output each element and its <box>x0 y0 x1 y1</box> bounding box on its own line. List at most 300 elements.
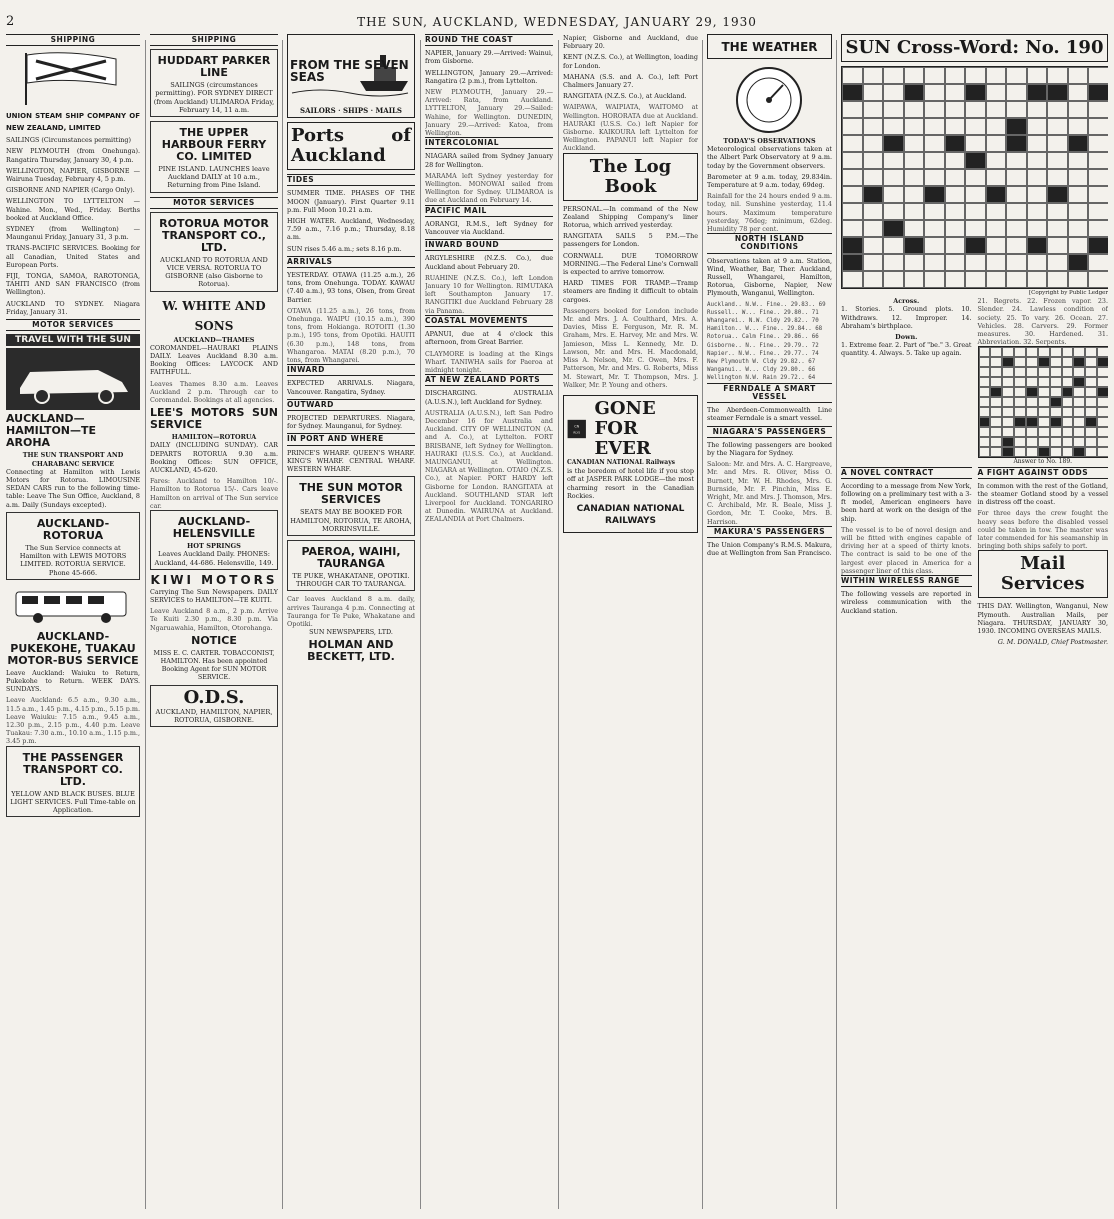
crossword-cell <box>1002 447 1014 457</box>
timetable-filler: Leave Auckland: 6.5 a.m., 9.30 a.m., 11.5 a.m., 1.45 p.m., 4.15 p.m., 5.15 p.m. Leave Waiuku: 7.15 a.m., 9.45 a.m., 12.30 p.m., 2.15 p.m., 4.40 p.m. Leave Tuakau: 7.30 a.m., 10.10 a.m., 1.15 p.m., 3.45 p.m. <box>6 696 140 746</box>
crossword-cell[interactable] <box>883 271 904 288</box>
crossword-cell <box>1026 447 1038 457</box>
crossword-cell[interactable] <box>965 135 986 152</box>
crossword-cell[interactable] <box>924 186 945 203</box>
crossword-cell[interactable] <box>1068 186 1089 203</box>
crossword-cell[interactable] <box>863 203 884 220</box>
crossword-cell[interactable] <box>986 169 1007 186</box>
ad-logo-text: CANADIAN NATIONAL Railways <box>567 458 676 466</box>
crossword-cell[interactable] <box>883 152 904 169</box>
crossword-cell[interactable] <box>1027 254 1048 271</box>
crossword-cell <box>1073 347 1085 357</box>
crossword-cell <box>1014 397 1026 407</box>
log-para: HARD TIMES FOR TRAMP.—Tramp steamers are finding it difficult to obtain cargoes. <box>563 279 698 304</box>
ad-body: SAILINGS (circumstances permitting). FOR SYDNEY DIRECT (from Auckland) ULIMAROA Friday, February 14, 11 a.m. <box>153 81 275 114</box>
crossword-cell[interactable] <box>965 220 986 237</box>
crossword-cell[interactable] <box>842 254 863 271</box>
crossword-cell[interactable] <box>1047 271 1068 288</box>
crossword-cell[interactable] <box>883 135 904 152</box>
section-heading: SHIPPING <box>6 34 140 46</box>
crossword-grid[interactable] <box>841 66 1108 289</box>
crossword-cell[interactable] <box>924 84 945 101</box>
ad-huddart-parker <box>150 49 278 117</box>
crossword-cell <box>1026 427 1038 437</box>
sailing-line: WELLINGTON, NAPIER, GISBORNE — Wairuna Tuesday, February 4, 5 p.m. <box>6 166 140 184</box>
crossword-cell[interactable] <box>1088 101 1108 118</box>
crossword-cell[interactable] <box>1027 84 1048 101</box>
crossword-cell[interactable] <box>965 271 986 288</box>
crossword-cell[interactable] <box>883 84 904 101</box>
ad-heading: ROTORUA MOTOR TRANSPORT CO., LTD. <box>159 216 269 254</box>
crossword-cell[interactable] <box>1088 169 1108 186</box>
crossword-cell[interactable] <box>1006 203 1027 220</box>
ad-heading: AUCKLAND-PUKEKOHE, TUAKAU MOTOR-BUS SERVICE <box>7 629 139 667</box>
crossword-cell[interactable] <box>986 254 1007 271</box>
page-number: 2 <box>6 14 15 29</box>
crossword-cell[interactable] <box>965 84 986 101</box>
crossword-cell[interactable] <box>965 203 986 220</box>
crossword-cell[interactable] <box>1047 152 1068 169</box>
crossword-cell <box>1014 437 1026 447</box>
crossword-cell <box>1062 367 1074 377</box>
crossword-cell <box>1062 417 1074 427</box>
crossword-cell <box>1002 407 1014 417</box>
crossword-cell <box>1085 447 1097 457</box>
crossword-cell[interactable] <box>965 152 986 169</box>
ad-heading: THE PASSENGER TRANSPORT CO. LTD. <box>22 750 124 788</box>
crossword-cell[interactable] <box>863 101 884 118</box>
crossword-cell[interactable] <box>1006 220 1027 237</box>
crossword-cell[interactable] <box>1047 135 1068 152</box>
crossword-cell[interactable] <box>842 152 863 169</box>
crossword-cell[interactable] <box>883 169 904 186</box>
crossword-cell[interactable] <box>986 203 1007 220</box>
crossword-cell[interactable] <box>1068 152 1089 169</box>
crossword-cell[interactable] <box>1047 169 1068 186</box>
crossword-cell[interactable] <box>986 186 1007 203</box>
crossword-cell <box>1097 417 1108 427</box>
crossword-cell[interactable] <box>842 135 863 152</box>
crossword-cell[interactable] <box>842 101 863 118</box>
ad-rotorua-motor <box>150 212 278 292</box>
ad-heading: W. WHITE AND SONS <box>162 298 266 333</box>
crossword-cell[interactable] <box>1088 84 1108 101</box>
section-heading: IN PORT AND WHERE <box>287 433 415 445</box>
news-filler: CLAYMORE is loading at the Kings Wharf. TANIWHA sails for Paeroa at midnight tonight. <box>425 349 553 374</box>
crossword-cell[interactable] <box>1006 152 1027 169</box>
crossword-cell[interactable] <box>986 84 1007 101</box>
crossword-cell[interactable] <box>1068 271 1089 288</box>
conditions-table: Auckland.. N.W.. Fine.. 29.83.. 69 Russell.. W... Fine.. 29.80.. 71 Whangarei.. N.W. Cldy 29.82.. 70 Hamilton.. W... Fine.. 29.84.. 68 Rotorua.. Calm Fine.. 29.86.. 66 Gisborne.. N.. Fine.. 29.79.. 72 Napier.. N.W.. Fine.. 29.77.. 74 New Plymouth W. Cldy 29.82.. 67 Wanganui.. W... Cldy 29.80.. 66 Wellington N.W. Rain 29.72.. 64 <box>707 301 826 382</box>
ad-subheading: HAMILTON—ROTORUA <box>171 433 257 442</box>
crossword-cell <box>1085 387 1097 397</box>
crossword-cell <box>1073 437 1085 447</box>
crossword-cell[interactable] <box>1006 84 1027 101</box>
crossword-cell[interactable] <box>1088 186 1108 203</box>
crossword-cell[interactable] <box>1088 220 1108 237</box>
crossword-cell <box>1062 427 1074 437</box>
column-rule <box>420 40 421 1209</box>
crossword-cell[interactable] <box>1027 135 1048 152</box>
crossword-cell[interactable] <box>883 186 904 203</box>
news-filler: WAIPAWA, WAIPIATA, WAITOMO at Wellington. HORORATA due at Auckland. HAURAKI (U.S.S. Co.) left Napier for Gisborne. KAIKOURA left Lyttelton for Wellington. PAPANUI left Napier for Auckland. <box>563 103 698 153</box>
crossword-cell[interactable] <box>1088 254 1108 271</box>
crossword-cell <box>979 437 991 447</box>
crossword-cell[interactable] <box>945 220 966 237</box>
crossword-cell <box>1097 397 1108 407</box>
crossword-cell <box>1097 367 1108 377</box>
crossword-cell[interactable] <box>924 203 945 220</box>
crossword-cell[interactable] <box>1088 203 1108 220</box>
crossword-cell[interactable] <box>945 169 966 186</box>
crossword-cell[interactable] <box>1006 67 1027 84</box>
crossword-cell[interactable] <box>965 186 986 203</box>
crossword-cell[interactable] <box>904 169 925 186</box>
crossword-cell[interactable] <box>863 271 884 288</box>
passenger-filler: Saloon: Mr. and Mrs. A. C. Hargreave, Mr. and Mrs. R. Oliver, Miss O. Burnett, Mr. W. H. Rhodes, Mrs. G. Burnside, Mr. F. Pinchin, Miss E. Wright, Mr. and Mrs. J. Thomson, Mrs. C. Archibald, Mr. R. Beale, Miss J. Gordon, Mr. T. Cooke, Mrs. B. Harrison. <box>707 460 832 526</box>
crossword-cell[interactable] <box>1068 135 1089 152</box>
crossword-cell <box>1002 417 1014 427</box>
crossword-cell <box>1050 387 1062 397</box>
crossword-cell <box>990 427 1002 437</box>
crossword-cell[interactable] <box>1006 237 1027 254</box>
crossword-cell[interactable] <box>883 237 904 254</box>
crossword-cell[interactable] <box>1088 67 1108 84</box>
ad-helensville <box>150 510 278 570</box>
section-heading: FERNDALE A SMART VESSEL <box>707 383 832 403</box>
crossword-cell[interactable] <box>904 186 925 203</box>
crossword-cell[interactable] <box>1027 237 1048 254</box>
crossword-cell[interactable] <box>842 118 863 135</box>
crossword-title-box <box>841 34 1108 62</box>
crossword-cell[interactable] <box>1006 101 1027 118</box>
sailing-line: SAILINGS (Circumstances permitting) <box>6 136 131 145</box>
crossword-cell[interactable] <box>1047 254 1068 271</box>
outward-body: PROJECTED DEPARTURES. Niagara, for Sydney. Maunganui, for Sydney. <box>287 414 415 431</box>
crossword-cell <box>1026 367 1038 377</box>
crossword-cell[interactable] <box>986 237 1007 254</box>
column-shipping-motor <box>150 34 278 1211</box>
sailing-line: NEW PLYMOUTH (from Onehunga). Rangatira Thursday, January 30, 4 p.m. <box>6 147 140 164</box>
crossword-cell[interactable] <box>1006 118 1027 135</box>
section-heading: A NOVEL CONTRACT <box>841 467 972 479</box>
news-para: The following vessels are reported in wireless communication with the Auckland station. <box>841 590 972 615</box>
crossword-cell[interactable] <box>945 237 966 254</box>
inport-body: PRINCE'S WHARF. QUEEN'S WHARF. KING'S WHARF. CENTRAL WHARF. WESTERN WHARF. <box>287 448 415 474</box>
arrivals-filler: OTAWA (11.25 a.m.), 26 tons, from Onehunga. WAIPU (10.15 a.m.), 390 tons, from Hokianga. ROTOITI (1.30 p.m.), 195 tons, from Opotiki. HAUITI (6.30 p.m.), 148 tons, from Whangaroa. MATAI (8.20 p.m.), 70 tons, from Whangarei. <box>287 306 415 365</box>
crossword-cell[interactable] <box>965 237 986 254</box>
crossword-cell[interactable] <box>986 271 1007 288</box>
crossword-cell[interactable] <box>1068 67 1089 84</box>
crossword-cell[interactable] <box>945 67 966 84</box>
crossword-cell[interactable] <box>945 135 966 152</box>
news-para: The following passengers are booked by the Niagara for Sydney. <box>707 440 832 457</box>
crossword-cell[interactable] <box>883 67 904 84</box>
crossword-cell[interactable] <box>1027 186 1048 203</box>
crossword-cell[interactable] <box>904 152 925 169</box>
crossword-cell <box>1073 367 1085 377</box>
crossword-cell <box>1050 397 1062 407</box>
crossword-cell[interactable] <box>863 118 884 135</box>
news-filler: For three days the crew fought the heavy seas before the disabled vessel could be taken in tow. The master was later commended for his seamanship in bringing both ships safely to port. <box>977 509 1108 551</box>
crossword-cell[interactable] <box>1088 237 1108 254</box>
crossword-cell <box>1014 377 1026 387</box>
crossword-cell <box>1050 377 1062 387</box>
crossword-cell[interactable] <box>986 67 1007 84</box>
crossword-cell[interactable] <box>1047 186 1068 203</box>
crossword-cell[interactable] <box>1006 169 1027 186</box>
crossword-cell[interactable] <box>1027 118 1048 135</box>
crossword-cell[interactable] <box>924 169 945 186</box>
timetable-filler: Fares: Auckland to Hamilton 10/-. Hamilton to Rotorua 15/-. Cars leave Hamilton on arrival of The Sun service car. <box>150 477 278 510</box>
crossword-cell[interactable] <box>1027 101 1048 118</box>
crossword-cell <box>1085 377 1097 387</box>
news-para: According to a message from New York, following on a preliminary test with a 3-ft model, American engineers have been hard at work on the design of the ship. <box>841 481 972 523</box>
ad-sun-motor <box>287 476 415 536</box>
crossword-cell[interactable] <box>1068 220 1089 237</box>
log-filler: Passengers booked for London include Mr. and Mrs. J. A. Coulthard, Mrs. A. Davies, Miss E. Ferguson, Mr. R. M. Graham, Mrs. E. Harvey, Mr. and Mrs. W. Jamieson, Miss L. Kennedy, Mr. D. Lawson, Mr. and Mrs. H. Macdonald, Miss A. Nelson, Mr. C. Owen, Mrs. F. Patterson, Mr. and Mrs. G. Roberts, Miss M. Stewart, Mr. T. Thompson, Mrs. J. Walker, Mr. P. Young and others. <box>563 306 698 389</box>
crossword-cell[interactable] <box>863 84 884 101</box>
crossword-cell <box>1014 447 1026 457</box>
crossword-cell[interactable] <box>1027 152 1048 169</box>
crossword-cell <box>990 367 1002 377</box>
section-heading: INWARD BOUND <box>425 239 553 251</box>
crossword-cell[interactable] <box>965 101 986 118</box>
ad-body: COROMANDEL—HAURAKI PLAINS DAILY. Leaves Auckland 8.30 a.m. Booking Offices: LAYCOCK AND FAITHFULL. <box>150 343 278 377</box>
crossword-cell[interactable] <box>863 152 884 169</box>
crossword-cell[interactable] <box>1088 135 1108 152</box>
column-log-book <box>563 34 698 1211</box>
crossword-cell[interactable] <box>883 220 904 237</box>
crossword-cell[interactable] <box>965 67 986 84</box>
crossword-cell[interactable] <box>924 101 945 118</box>
crossword-cell[interactable] <box>986 220 1007 237</box>
crossword-cell <box>1050 347 1062 357</box>
crossword-cell[interactable] <box>1088 271 1108 288</box>
crossword-cell[interactable] <box>904 203 925 220</box>
masthead-title: THE SUN, AUCKLAND, WEDNESDAY, JANUARY 29, 1930 <box>357 15 757 29</box>
ad-heading: AUCKLAND—HAMILTON—TE AROHA <box>6 412 97 450</box>
crossword-cell[interactable] <box>965 169 986 186</box>
crossword-cell <box>1097 447 1108 457</box>
crossword-cell[interactable] <box>924 271 945 288</box>
crossword-cell <box>1097 437 1108 447</box>
news-para: DISCHARGING. AUSTRALIA (A.U.S.N.), left Auckland for Sydney. <box>425 389 553 406</box>
ad-body: AUCKLAND, HAMILTON, NAPIER, ROTORUA, GISBORNE. <box>155 707 273 724</box>
crossword-cell[interactable] <box>1047 203 1068 220</box>
crossword-cell[interactable] <box>945 118 966 135</box>
crossword-cell <box>1038 447 1050 457</box>
crossword-cell[interactable] <box>863 220 884 237</box>
weather-para: Barometer at 9 a.m. today, 29.834in. Temperature at 9 a.m. today, 69deg. <box>707 172 832 190</box>
crossword-cell[interactable] <box>863 254 884 271</box>
crossword-cell[interactable] <box>1068 203 1089 220</box>
crossword-cell[interactable] <box>1047 220 1068 237</box>
sailing-line: AUCKLAND TO SYDNEY. Niagara Friday, January 31. <box>6 299 140 316</box>
weather-title: THE WEATHER <box>721 40 818 54</box>
crossword-cell[interactable] <box>904 67 925 84</box>
crossword-cell[interactable] <box>1068 237 1089 254</box>
crossword-cell[interactable] <box>945 271 966 288</box>
observations-heading: TODAY'S OBSERVATIONS <box>723 137 816 145</box>
crossword-cell[interactable] <box>842 84 863 101</box>
crossword-cell[interactable] <box>883 203 904 220</box>
crossword-cell[interactable] <box>1006 271 1027 288</box>
crossword-cell[interactable] <box>1047 67 1068 84</box>
crossword-cell[interactable] <box>904 271 925 288</box>
weather-box <box>707 34 832 59</box>
crossword-cell[interactable] <box>842 67 863 84</box>
crossword-cell[interactable] <box>842 203 863 220</box>
crossword-cell[interactable] <box>842 186 863 203</box>
crossword-cell[interactable] <box>924 220 945 237</box>
crossword-cell[interactable] <box>863 67 884 84</box>
crossword-cell[interactable] <box>1088 118 1108 135</box>
news-para: ARGYLESHIRE (N.Z.S. Co.), due Auckland about February 20. <box>425 254 553 271</box>
canadian-national-ad <box>563 395 698 533</box>
crossword-cell[interactable] <box>863 169 884 186</box>
crossword-cell[interactable] <box>842 271 863 288</box>
crossword-cell[interactable] <box>904 118 925 135</box>
crossword-cell[interactable] <box>986 118 1007 135</box>
crossword-cell[interactable] <box>904 237 925 254</box>
crossword-cell[interactable] <box>1006 186 1027 203</box>
crossword-cell <box>1050 367 1062 377</box>
crossword-cell[interactable] <box>904 101 925 118</box>
crossword-cell[interactable] <box>986 152 1007 169</box>
crossword-cell <box>1050 407 1062 417</box>
crossword-cell[interactable] <box>842 220 863 237</box>
crossword-cell[interactable] <box>945 203 966 220</box>
crossword-cell[interactable] <box>945 152 966 169</box>
crossword-cell <box>1097 387 1108 397</box>
crossword-cell <box>1026 437 1038 447</box>
crossword-cell[interactable] <box>1006 254 1027 271</box>
ad-body: SEATS MAY BE BOOKED FOR HAMILTON, ROTORUA, TE AROHA, MORRINSVILLE. <box>290 508 412 533</box>
crossword-cell[interactable] <box>924 152 945 169</box>
sailing-line: SYDNEY (from Wellington) — Maunganui Friday, January 31, 3 p.m. <box>6 225 140 242</box>
crossword-cell[interactable] <box>904 220 925 237</box>
crossword-cell[interactable] <box>883 101 904 118</box>
crossword-cell[interactable] <box>1047 118 1068 135</box>
crossword-cell[interactable] <box>1027 220 1048 237</box>
crossword-cell[interactable] <box>1027 203 1048 220</box>
crossword-cell[interactable] <box>842 237 863 254</box>
crossword-cell[interactable] <box>1006 135 1027 152</box>
ad-heading: O.D.S. <box>183 686 245 708</box>
tides-line: HIGH WATER. Auckland, Wednesday, 7.59 a.m., 7.16 p.m.; Thursday, 8.18 a.m. <box>287 217 415 242</box>
crossword-cell[interactable] <box>945 101 966 118</box>
crossword-cell[interactable] <box>1047 84 1068 101</box>
crossword-cell[interactable] <box>986 101 1007 118</box>
crossword-cell[interactable] <box>945 186 966 203</box>
mail-services-box <box>978 550 1109 598</box>
seven-seas-tagline: SAILORS · SHIPS · MAILS <box>300 106 402 115</box>
crossword-cell[interactable] <box>1068 118 1089 135</box>
crossword-cell[interactable] <box>883 254 904 271</box>
crossword-cell <box>1062 397 1074 407</box>
crossword-cell[interactable] <box>904 84 925 101</box>
ad-heading: PAEROA, WAIHI, TAURANGA <box>301 544 401 570</box>
news-filler: The vessel is to be of novel design and will be fitted with engines capable of driving her at a speed of thirty knots. The contract is said to be one of the largest ever placed in America for a passenger liner of this class. <box>841 525 972 575</box>
crossword-cell[interactable] <box>883 118 904 135</box>
news-para: WELLINGTON, January 29.—Arrived: Rangatira (2 p.m.), from Lyttelton. <box>425 68 553 85</box>
crossword-cell <box>1014 417 1026 427</box>
crossword-cell[interactable] <box>1047 101 1068 118</box>
column-rule <box>836 40 837 1209</box>
crossword-cell <box>1085 427 1097 437</box>
crossword-cell <box>1038 377 1050 387</box>
crossword-cell <box>1026 417 1038 427</box>
crossword-cell[interactable] <box>863 237 884 254</box>
crossword-cell <box>1050 437 1062 447</box>
crossword-cell <box>1038 347 1050 357</box>
ad-heading: HOLMAN AND BECKETT, LTD. <box>307 638 395 664</box>
crossword-cell <box>979 347 991 357</box>
crossword-cell <box>1014 347 1026 357</box>
crossword-cell <box>1073 377 1085 387</box>
crossword-cell[interactable] <box>986 135 1007 152</box>
crossword-cell[interactable] <box>1027 169 1048 186</box>
crossword-cell[interactable] <box>945 254 966 271</box>
ports-box <box>287 122 415 170</box>
crossword-cell[interactable] <box>1068 101 1089 118</box>
crossword-copyright: [Copyright by Public Ledger <box>1028 290 1108 296</box>
crossword-cell[interactable] <box>1027 67 1048 84</box>
crossword-cell[interactable] <box>965 254 986 271</box>
crossword-cell[interactable] <box>924 237 945 254</box>
down-clues: 1. Extreme fear. 2. Part of "be." 3. Great quantity. 4. Always. 5. Take up again. <box>841 341 972 358</box>
ad-heading: GONE FOR EVER <box>594 397 656 459</box>
crossword-cell[interactable] <box>945 84 966 101</box>
section-heading: ARRIVALS <box>287 256 415 268</box>
section-heading: PACIFIC MAIL <box>425 205 553 217</box>
crossword-cell[interactable] <box>924 118 945 135</box>
crossword-cell[interactable] <box>863 186 884 203</box>
crossword-cell[interactable] <box>904 135 925 152</box>
seven-seas-title: FROM THE SEVEN SEAS <box>290 58 409 84</box>
crossword-cell <box>1038 407 1050 417</box>
travel-banner: TRAVEL WITH THE SUN <box>6 334 140 346</box>
crossword-cell[interactable] <box>1047 237 1068 254</box>
ad-heading: KIWI MOTORS <box>150 572 278 587</box>
crossword-cell[interactable] <box>965 118 986 135</box>
crossword-cell[interactable] <box>1088 152 1108 169</box>
crossword-cell[interactable] <box>924 254 945 271</box>
column-rule <box>558 40 559 1209</box>
crossword-cell[interactable] <box>1068 84 1089 101</box>
crossword-cell <box>1026 347 1038 357</box>
crossword-cell[interactable] <box>863 135 884 152</box>
crossword-cell <box>979 427 991 437</box>
column-crossword <box>841 34 1108 1211</box>
crossword-cell[interactable] <box>924 135 945 152</box>
news-para: The Aberdeen-Commonwealth Line steamer Ferndale is a smart vessel. <box>707 406 832 423</box>
ad-body: TE PUKE, WHAKATANE, OPOTIKI. THROUGH CAR TO TAURANGA. <box>292 571 410 589</box>
column-weather <box>707 34 832 1211</box>
crossword-cell[interactable] <box>1068 254 1089 271</box>
crossword-cell <box>990 347 1002 357</box>
crossword-cell[interactable] <box>1068 169 1089 186</box>
ad-body: Connecting at Hamilton with Lewis Motors for Rotorua. LIMOUSINE SEDAN CARS run to the following time-table: Leave The Sun Office, Auckland, 8 a.m. Daily (Sundays excepted). <box>6 467 140 509</box>
crossword-cell[interactable] <box>842 169 863 186</box>
news-para: In common with the rest of the Gotland, the steamer Gotland stood by a vessel in distress off the coast. <box>977 481 1108 507</box>
mail-services-title: Mail Services <box>1000 553 1085 595</box>
crossword-cell[interactable] <box>904 254 925 271</box>
crossword-cell <box>990 387 1002 397</box>
crossword-cell[interactable] <box>924 67 945 84</box>
crossword-cell[interactable] <box>1027 271 1048 288</box>
